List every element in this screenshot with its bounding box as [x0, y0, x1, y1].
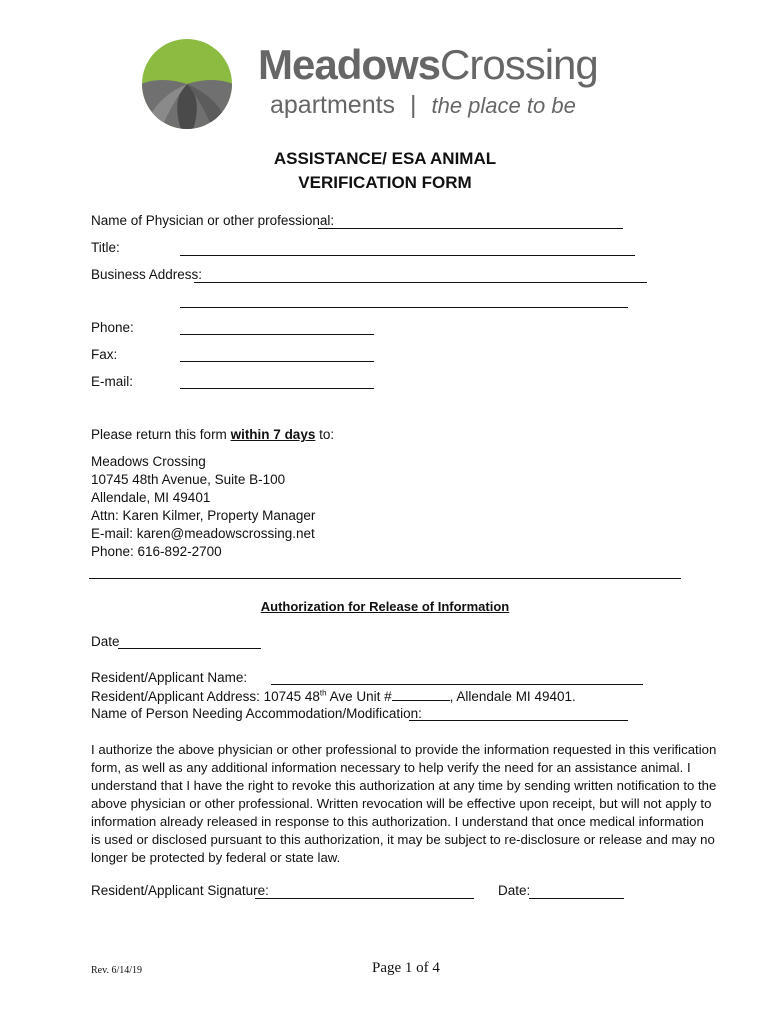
- signature-label: Resident/Applicant Signature:: [91, 883, 269, 898]
- authorization-paragraph: [91, 741, 717, 867]
- resident-name-label: Resident/Applicant Name:: [91, 670, 248, 685]
- revision-date: Rev. 6/14/19: [91, 965, 143, 976]
- return-address-line: Allendale, MI 49401: [91, 490, 211, 505]
- logo-sub-sep: |: [410, 91, 417, 119]
- authorization-heading: Authorization for Release of Information: [260, 599, 510, 614]
- return-suffix: to:: [315, 427, 335, 442]
- logo-sub-right: the place to be: [431, 93, 576, 118]
- logo: [141, 38, 611, 130]
- resident-address: [91, 688, 576, 704]
- date-field[interactable]: [118, 648, 261, 649]
- paragraph-line: form, as well as any additional information necessary to help verify the need for an assistance animal. I: [91, 760, 691, 775]
- business-address-label: Business Address:: [91, 267, 203, 282]
- resident-address-suffix: , Allendale MI 49401.: [449, 689, 576, 704]
- business-address-field[interactable]: [194, 282, 647, 283]
- logo-brand-light: Crossing: [440, 41, 598, 88]
- date-label: Date: [91, 634, 120, 649]
- paragraph-line: understand that I have the right to revoke this authorization at any time by sending written notification to the: [91, 778, 717, 793]
- paragraph-line: information already released in response to this authorization. I understand that once medical information: [91, 814, 704, 829]
- resident-address-prefix: Resident/Applicant Address: 10745 48: [91, 689, 320, 704]
- return-address-line: Phone: 616-892-2700: [91, 544, 222, 559]
- email-field[interactable]: [180, 388, 374, 389]
- return-prefix: Please return this form: [91, 427, 231, 442]
- form-title-line2: VERIFICATION FORM: [298, 173, 472, 192]
- section-divider: [89, 578, 681, 579]
- return-address-line: E-mail: karen@meadowscrossing.net: [91, 526, 315, 541]
- physician-name-field[interactable]: [318, 228, 623, 229]
- fax-field[interactable]: [180, 361, 374, 362]
- return-address-line: Attn: Karen Kilmer, Property Manager: [91, 508, 316, 523]
- business-address-field-2[interactable]: [180, 307, 628, 308]
- physician-name-label: Name of Physician or other professional:: [91, 213, 335, 228]
- page-number: Page 1 of 4: [372, 960, 440, 976]
- resident-address-sup: th: [319, 688, 327, 698]
- phone-label: Phone:: [91, 320, 134, 335]
- paragraph-line: above physician or other professional. Written revocation will be effective upon receipt, but will not apply to: [91, 796, 712, 811]
- signature-field[interactable]: [255, 898, 474, 899]
- signature-date-label: Date:: [498, 883, 531, 898]
- signature-date-field[interactable]: [529, 898, 624, 899]
- paragraph-line: longer be protected by federal or state law.: [91, 850, 341, 865]
- logo-circle-icon: [141, 38, 233, 130]
- paragraph-line: is used or disclosed pursuant to this authorization, it may be subject to re-disclosure or release and may no: [91, 832, 715, 847]
- return-address-line: 10745 48th Avenue, Suite B-100: [91, 472, 286, 487]
- resident-address-mid: Ave Unit #: [326, 689, 392, 704]
- unit-number-field[interactable]: [392, 688, 450, 701]
- logo-sub-left: apartments: [270, 91, 396, 119]
- person-needing-field[interactable]: [409, 720, 628, 721]
- person-needing-label: Name of Person Needing Accommodation/Modification:: [91, 706, 422, 721]
- fax-label: Fax:: [91, 347, 118, 362]
- email-label: E-mail:: [91, 374, 134, 389]
- form-title-line1: ASSISTANCE/ ESA ANIMAL: [273, 149, 497, 168]
- return-address-line: Meadows Crossing: [91, 454, 206, 469]
- logo-brand-bold: Meadows: [258, 41, 441, 88]
- phone-field[interactable]: [180, 334, 374, 335]
- title-field[interactable]: [180, 255, 635, 256]
- paragraph-line: I authorize the above physician or other professional to provide the information requested in this verification: [91, 742, 717, 757]
- return-deadline: within 7 days: [230, 427, 316, 442]
- title-label: Title:: [91, 240, 120, 255]
- return-address: [91, 453, 315, 561]
- resident-name-field[interactable]: [271, 684, 643, 685]
- return-instructions: [91, 427, 334, 442]
